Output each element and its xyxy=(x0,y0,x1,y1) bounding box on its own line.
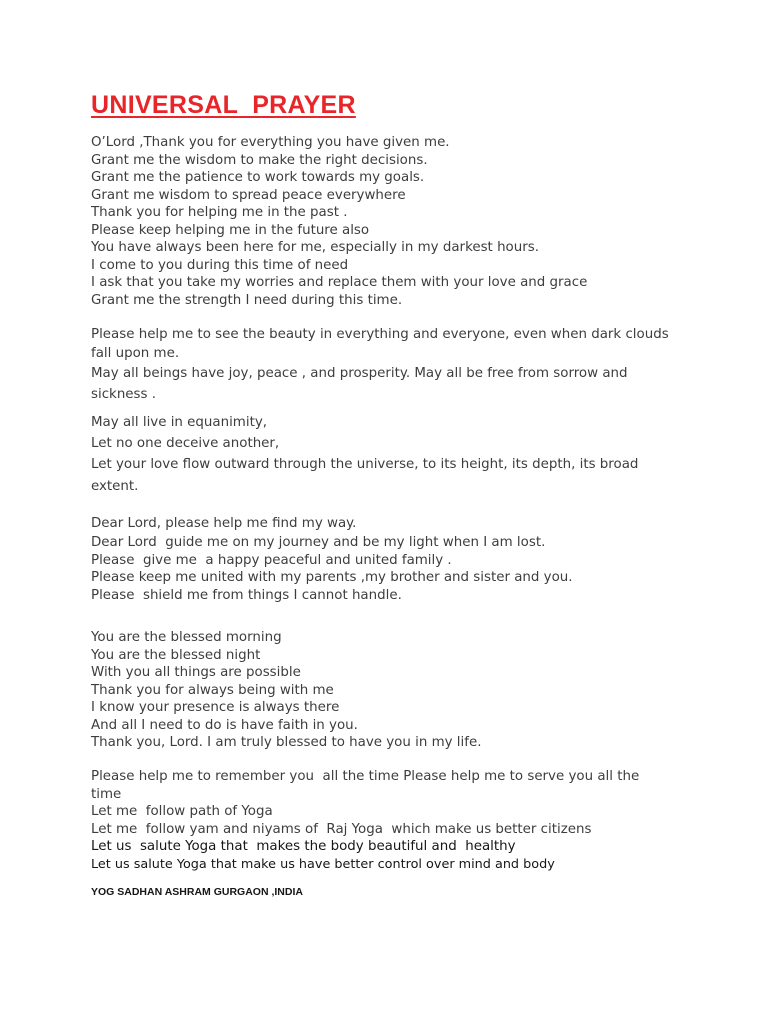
text-line: Dear Lord, please help me find my way. xyxy=(91,516,357,531)
text-line: Grant me the strength I need during this time. xyxy=(91,292,403,308)
text-line: I know your presence is always there xyxy=(91,700,340,715)
text-line: Thank you for always being with me xyxy=(91,682,334,698)
stanza-blessed xyxy=(91,629,731,752)
text-line: With you all things are possible xyxy=(91,665,301,680)
stanza-equanimity xyxy=(91,412,731,498)
text-line: O’Lord ,Thank you for everything you have given me. xyxy=(91,135,450,150)
text-line: Grant me wisdom to spread peace everywhere xyxy=(91,187,406,203)
text-line: Please shield me from things I cannot handle. xyxy=(91,587,402,603)
text-line: Thank you, Lord. I am truly blessed to have you in my life. xyxy=(91,735,482,750)
text-line: Let your love flow outward through the universe, to its height, its depth, its broad xyxy=(91,457,639,472)
text-line: And all I need to do is have faith in you. xyxy=(91,717,358,733)
text-line: You have always been here for me, especially in my darkest hours. xyxy=(91,240,539,255)
stanza-yoga xyxy=(91,768,731,873)
text-line: Please keep me united with my parents ,my brother and sister and you. xyxy=(91,570,573,585)
text-line: sickness . xyxy=(91,387,157,402)
text-line: Thank you for helping me in the past . xyxy=(91,205,348,220)
stanza-thanks-and-strength xyxy=(91,134,731,309)
text-line: Let us salute Yoga that makes the body beautiful and healthy xyxy=(91,839,516,854)
document-title: UNIVERSAL PRAYER xyxy=(91,91,356,119)
text-line: extent. xyxy=(91,479,139,494)
stanza-beauty-and-joy xyxy=(91,325,731,405)
text-line: Please help me to remember you all the time Please help me to serve you all the xyxy=(91,769,640,784)
text-line: Please give me a happy peaceful and united family . xyxy=(91,552,452,568)
text-line: Grant me the patience to work towards my goals. xyxy=(91,170,425,185)
text-line: Please keep helping me in the future also xyxy=(91,222,370,238)
text-line: I come to you during this time of need xyxy=(91,257,349,273)
text-line: You are the blessed morning xyxy=(91,630,282,645)
text-line: time xyxy=(91,786,122,802)
text-line: Let me follow path of Yoga xyxy=(91,804,273,819)
document-footer: YOG SADHAN ASHRAM GURGAON ,INDIA xyxy=(91,886,303,898)
text-line: Let us salute Yoga that make us have better control over mind and body xyxy=(91,856,555,872)
text-line: fall upon me. xyxy=(91,346,180,361)
text-line: Let me follow yam and niyams of Raj Yoga which make us better citizens xyxy=(91,821,592,837)
text-line: You are the blessed night xyxy=(91,647,261,663)
stanza-dear-lord xyxy=(91,514,731,604)
text-line: I ask that you take my worries and replace them with your love and grace xyxy=(91,275,588,290)
text-line: May all beings have joy, peace , and prosperity. May all be free from sorrow and xyxy=(91,366,628,381)
text-line: May all live in equanimity, xyxy=(91,415,268,430)
text-line: Let no one deceive another, xyxy=(91,436,280,451)
text-line: Grant me the wisdom to make the right decisions. xyxy=(91,152,428,168)
text-line: Please help me to see the beauty in everything and everyone, even when dark clouds xyxy=(91,327,669,342)
text-line: Dear Lord guide me on my journey and be my light when I am lost. xyxy=(91,535,546,550)
